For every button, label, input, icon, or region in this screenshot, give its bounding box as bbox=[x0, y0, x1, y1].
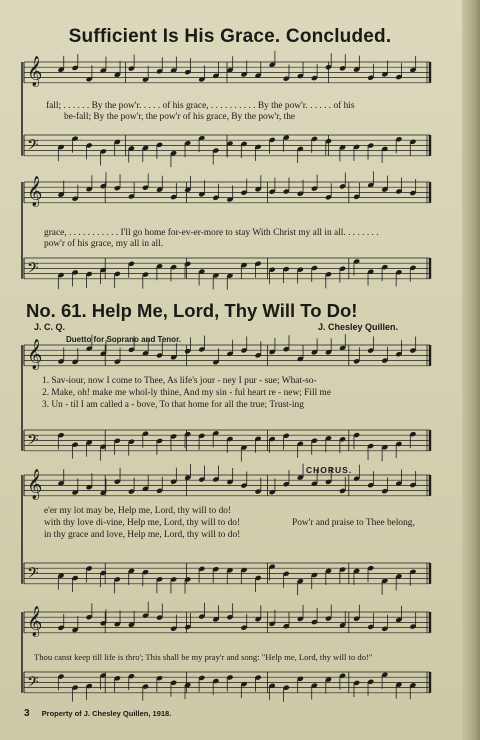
chorus-label: CHORUS. bbox=[306, 465, 353, 475]
voicing-note: Duetto for Soprano and Tenor. bbox=[66, 335, 181, 344]
svg-text:𝄢: 𝄢 bbox=[27, 136, 39, 158]
copyright-notice: Property of J. Chesley Quillen, 1918. bbox=[41, 709, 172, 718]
svg-text:𝄞: 𝄞 bbox=[27, 606, 43, 637]
page-footer bbox=[24, 708, 171, 719]
verse-2-line: with thy love di-vine, Help me, Lord, thy will to do! bbox=[44, 518, 241, 528]
svg-text:𝄢: 𝄢 bbox=[27, 259, 39, 281]
hymn-title: No. 61. Help Me, Lord, Thy Will To Do! bbox=[26, 300, 358, 321]
svg-text:𝄢: 𝄢 bbox=[27, 673, 39, 695]
composer-name: J. Chesley Quillen. bbox=[318, 322, 399, 332]
verse-2-line: 2. Make, oh! make me whol-ly thine, And my sin - ful heart re - new; Fill me bbox=[42, 388, 331, 398]
lyric-line: pow'r of his grace, my all in all. bbox=[44, 239, 164, 249]
verse-3-line: 3. Un - til I am called a - bove, To that home for all the true; Trust-ing bbox=[42, 400, 304, 410]
svg-text:𝄞: 𝄞 bbox=[27, 469, 43, 500]
verse-1-line: 1. Sav-iour, now I come to Thee, As life's jour - ney I pur - sue; What-so- bbox=[42, 376, 317, 386]
svg-text:𝄢: 𝄢 bbox=[27, 431, 39, 453]
lyric-line: be-fall; By the pow'r, the pow'r of his grace, By the pow'r, the bbox=[64, 112, 296, 122]
chorus-line: Thou canst keep till life is thro'; This shall be my pray'r and song: "Help me, Lord, thy will to do!" bbox=[34, 652, 373, 662]
lyric-line: grace, . . . . . . . . . . . I'll go home for-ev-er-more to stay With Christ my all in all. . . . . . . . bbox=[44, 228, 379, 238]
chorus-line: Pow'r and praise to Thee belong, bbox=[292, 518, 415, 528]
svg-text:𝄞: 𝄞 bbox=[27, 176, 43, 207]
svg-text:𝄢: 𝄢 bbox=[27, 564, 39, 586]
verse-3-line: in thy grace and love, Help me, Lord, thy will to do! bbox=[44, 530, 241, 540]
lyricist-initials: J. C. Q. bbox=[34, 322, 66, 332]
page-number: 3 bbox=[24, 708, 30, 719]
svg-text:𝄞: 𝄞 bbox=[27, 339, 43, 370]
svg-text:𝄞: 𝄞 bbox=[27, 56, 43, 87]
section-title: Sufficient Is His Grace. Concluded. bbox=[68, 26, 392, 47]
verse-1-line: e'er my lot may be, Help me, Lord, thy will to do! bbox=[44, 506, 232, 516]
lyric-line: fall; . . . . . . By the pow'r. . . . . of his grace, . . . . . . . . . . By the pow'r. . . . . . of his bbox=[46, 101, 355, 111]
